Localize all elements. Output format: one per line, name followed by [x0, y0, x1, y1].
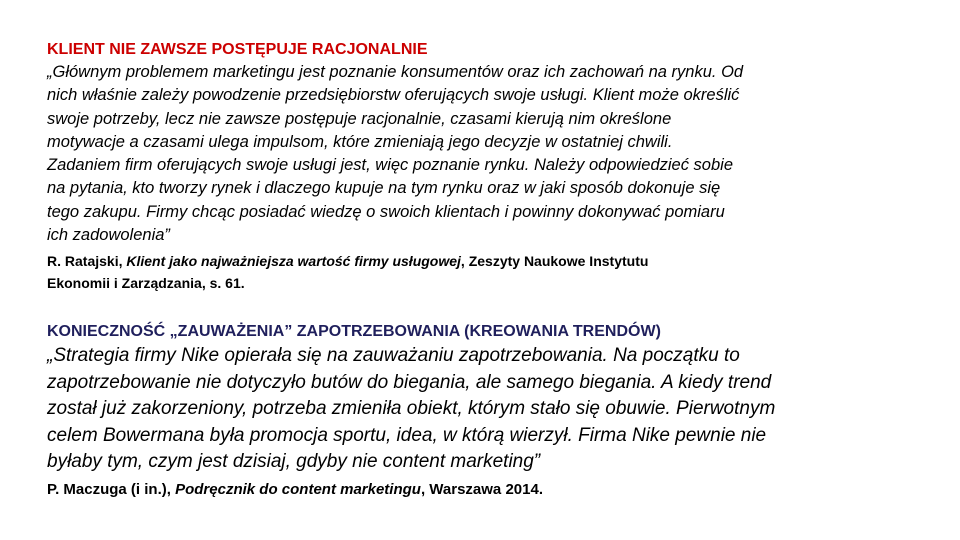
section1-citation: [47, 250, 907, 294]
section2-citation-author: P. Maczuga (i in.),: [47, 480, 176, 498]
section-consumer-rationality: [47, 39, 907, 294]
section1-heading: KLIENT NIE ZAWSZE POSTĘPUJE RACJONALNIE: [47, 41, 428, 58]
section1-citation-title: Klient jako najważniejsza wartość firmy usługowej: [126, 253, 461, 270]
section1-quote: „Głównym problemem marketingu jest poznanie konsumentów oraz ich zachowań na rynku. Od nich właśnie zależy powodzenie przedsiębiorstw oferujących swoje usługi. Klient może określić swoje potrzeby, lecz nie zawsze postępuje racjonalnie, czasami kierują nim określone motywacje a czasami ulega impulsom, które zmieniają jego decyzje w ostatniej chwili. Zadaniem firm oferujących swoje usługi jest, więc poznanie rynku. Należy odpowiedzieć sobie na pytania, kto tworzy rynek i dlaczego kupuje na tym rynku oraz w jaki sposób dokonuje się tego zakupu. Firmy chcąc posiadać wiedzę o swoich klientach i powinny dokonywać pomiaru ich zadowolenia”: [47, 63, 744, 245]
section2-heading: KONIECZNOŚĆ „ZAUWAŻENIA” ZAPOTRZEBOWANIA (KREOWANIA TRENDÓW): [47, 323, 661, 340]
section1-citation-rest: , Zeszyty Naukowe Instytutu Ekonomii i Zarządzania, s. 61.: [47, 253, 649, 292]
section2-quote: „Strategia firmy Nike opierała się na zauważaniu zapotrzebowania. Na początku to zapotrzebowanie nie dotyczyło butów do biegania, ale samego biegania. A kiedy trend został już zakorzeniony, potrzeba zmieniła obiekt, którym stało się obuwie. Pierwotnym celem Bowermana była promocja sportu, idea, w którą wierzył. Firma Nike pewnie nie byłaby tym, czym jest dzisiaj, gdyby nie content marketing”: [47, 345, 776, 472]
section2-citation-title: Podręcznik do content marketingu: [175, 480, 421, 498]
section1-citation-author: R. Ratajski,: [47, 253, 127, 270]
section2-citation: [47, 479, 907, 501]
section2-citation-rest: , Warszawa 2014.: [420, 480, 543, 498]
section-noticing-demand: [47, 321, 907, 501]
